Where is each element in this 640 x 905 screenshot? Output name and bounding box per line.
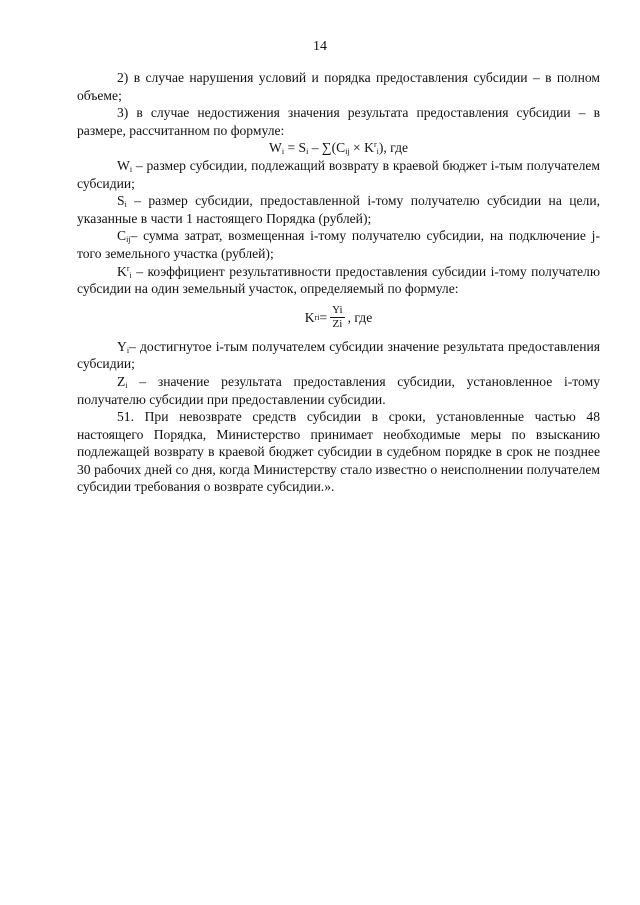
definition-w: $W_i$ – размер субсидии, подлежащий возврату в краевой бюджет i-тым получателем субсидии; <box>77 157 600 191</box>
definition-c: $C_{ij}-$ сумма затрат, возмещенная i-тому получателю субсидии, на подключение j-того земельного участка (рублей); <box>77 228 600 261</box>
item-3-paragraph: 3) в случае недостижения значения результата предоставления субсидии – в размере, рассчитанном по формуле: <box>77 105 600 138</box>
formula-coefficient: K r i = $\frac{Yi}{Zi}$ , где <box>304 304 373 331</box>
formula-refund: $W_i = S_i - \sum(C_{ij} \times K^r_i)$, где <box>268 140 409 157</box>
definition-z: $Z_i$ – значение результата предоставления субсидии, установленное i-тому получателю субсидии при предоставлении субсидии. <box>77 373 600 407</box>
fraction <box>330 304 344 331</box>
fraction-numerator: Yi <box>332 304 343 317</box>
definition-k: $K^r_i$ – коэффициент результативности предоставления субсидии i-тому получателю субсидии на один земельный участок, определяемый по формуле: <box>77 263 600 297</box>
formula-w: W <box>268 140 282 156</box>
fraction-denominator: Zi <box>332 318 343 331</box>
item-2-paragraph: 2) в случае нарушения условий и порядка предоставления субсидии – в полном объеме; <box>77 70 600 103</box>
page-number: 14 <box>313 39 327 54</box>
document-body <box>77 69 600 496</box>
item-51-paragraph: 51. При невозврате средств субсидии в сроки, установленные частью 48 настоящего Порядка, Министерство принимает необходимые меры по взысканию подлежащей возврату в краевой бюджет субсидии в судебном порядке в срок не позднее 30 рабочих дней со дня, когда Министерству стало известно о неисполнении получателем субсидии требования о возврате субсидии.». <box>77 409 600 495</box>
definition-y: $Y_i-$ достигнутое i-тым получателем субсидии значение результата предоставления субсидии; <box>77 338 600 372</box>
definition-s: $S_i$ – размер субсидии, предоставленной i-тому получателю субсидии на цели, указанные в части 1 настоящего Порядка (рублей); <box>77 193 600 226</box>
